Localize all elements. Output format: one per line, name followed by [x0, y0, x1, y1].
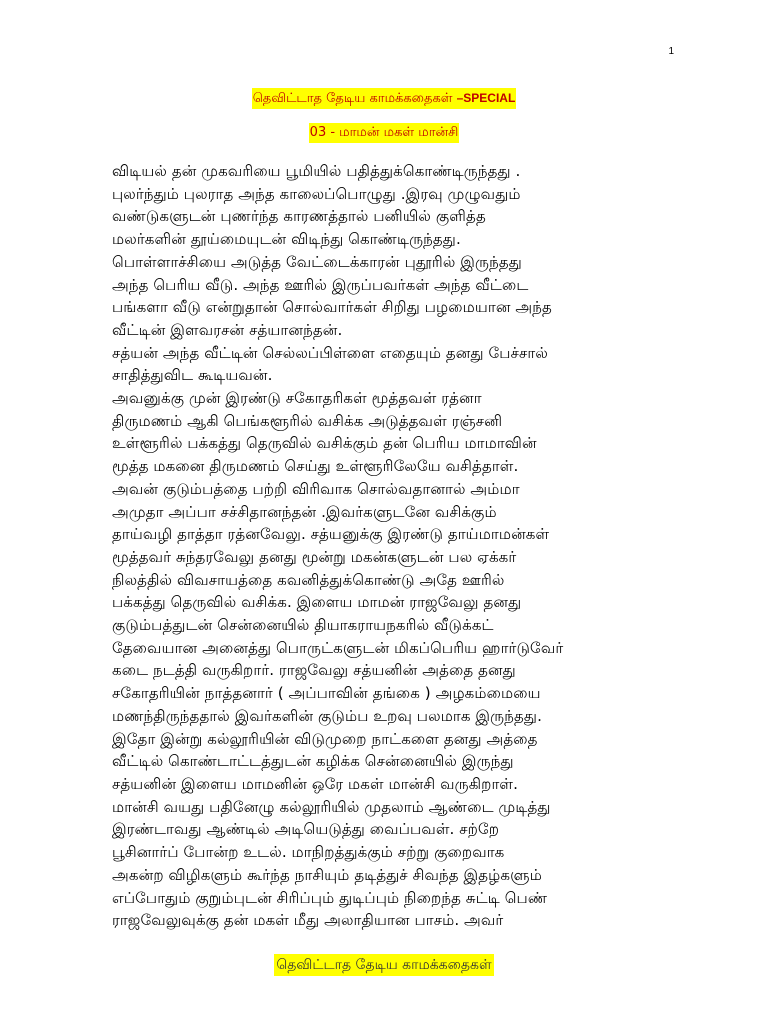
body-line: இரண்டாவது ஆண்டில் அடியெடுத்து வைப்பவள். சற்றே	[112, 820, 500, 839]
body-line: இதோ இன்று கல்லூரியின் விடுமுறை நாட்களை தனது அத்தை	[112, 729, 538, 748]
body-line: மூத்தவர் சுந்தரவேலு தனது மூன்று மகன்களுடன் பல ஏக்கர்	[112, 547, 517, 566]
body-line: எப்போதும் குறும்புடன் சிரிப்பும் துடிப்பும் நிறைந்த சுட்டி பெண்	[112, 888, 548, 907]
document-title	[0, 88, 768, 109]
body-line: பங்களா வீடு என்றுதான் சொல்வார்கள் சிறிது பழமையான அந்த	[112, 298, 552, 317]
body-line: மணந்திருந்ததால் இவர்களின் குடும்ப உறவு பலமாக இருந்தது.	[112, 706, 542, 725]
body-line: பக்கத்து தெருவில் வசிக்க. இளைய மாமன் ராஜவேலு தனது	[112, 593, 522, 612]
body-line: அகன்ற விழிகளும் கூர்ந்த நாசியும் தடித்துச் சிவந்த இதழ்களும்	[112, 865, 542, 884]
body-line: சாதித்துவிட கூடியவன்.	[112, 366, 273, 385]
body-line: அவனுக்கு முன் இரண்டு சகோதரிகள் மூத்தவள் ரத்னா	[112, 389, 482, 408]
body-line: ராஜவேலுவுக்கு தன் மகள் மீது அலாதியான பாசம். அவர்	[112, 911, 504, 930]
body-line: சகோதரியின் நாத்தனார் ( அப்பாவின் தங்கை ) அழகம்மையை	[112, 684, 541, 703]
body-line: விடியல் தன் முகவரியை பூமியில் பதித்துக்கொண்டிருந்தது .	[112, 162, 521, 180]
body-line: திருமணம் ஆகி பெங்களூரில் வசிக்க அடுத்தவள் ரஞ்சனி	[112, 411, 503, 430]
body-line: நிலத்தில் விவசாயத்தை கவனித்துக்கொண்டு அதே ஊரில்	[112, 570, 505, 589]
body-line: பூசினார்ப் போன்ற உடல். மாநிறத்துக்கும் சற்று குறைவாக	[112, 843, 505, 862]
body-line: அமுதா அப்பா சச்சிதானந்தன் .இவர்களுடனே வசிக்கும்	[112, 502, 497, 521]
body-line: உள்ளூரில் பக்கத்து தெருவில் வசிக்கும் தன் பெரிய மாமாவின்	[112, 434, 537, 453]
body-line: தேவையான அனைத்து பொருட்களுடன் மிகப்பெரிய ஹார்டுவேர்	[112, 638, 564, 657]
body-line: மலர்களின் தூய்மையுடன் விடிந்து கொண்டிருந்தது.	[112, 230, 461, 249]
body-line: அவன் குடும்பத்தை பற்றி விரிவாக சொல்வதானால் அம்மா	[112, 479, 520, 498]
body-line: மூத்த மகனை திருமணம் செய்து உள்ளூரிலேயே வசித்தாள்.	[112, 457, 519, 476]
body-line: தாய்வழி தாத்தா ரத்னவேலு. சத்யனுக்கு இரண்டு தாய்மாமன்கள்	[112, 525, 550, 544]
body-line: பொள்ளாச்சியை அடுத்த வேட்டைக்காரன் புதூரில் இருந்தது	[112, 252, 522, 271]
page-footer	[0, 954, 768, 976]
body-line: குடும்பத்துடன் சென்னையில் தியாகராயநகரில் வீடுக்கட்	[112, 616, 494, 635]
body-line: அந்த பெரிய வீடு. அந்த ஊரில் இருப்பவர்கள் அந்த வீட்டை	[112, 275, 529, 294]
title-tamil: தெவிட்டாத தேடிய காமக்கதைகள்	[252, 91, 457, 106]
body-line: புலர்ந்தும் புலராத அந்த காலைப்பொழுது .இரவு முழுவதும்	[112, 184, 521, 203]
footer-text: தெவிட்டாத தேடிய காமக்கதைகள்	[274, 954, 493, 976]
body-line: சத்யனின் இளைய மாமனின் ஒரே மகள் மான்சி வருகிறாள்.	[112, 774, 518, 793]
body-line: மான்சி வயது பதினேழு கல்லூரியில் முதலாம் ஆண்டை முடித்து	[112, 797, 551, 816]
body-line: கடை நடத்தி வருகிறார். ராஜவேலு சத்யனின் அத்தை தனது	[112, 661, 516, 680]
subtitle-highlight: 03 - மாமன் மகள் மான்சி	[309, 123, 460, 143]
body-line: வீட்டின் இளவரசன் சத்யானந்தன்.	[112, 320, 343, 339]
body-line: வண்டுகளுடன் புணர்ந்த காரணத்தால் பனியில் குளித்த	[112, 207, 486, 226]
body-line: வீட்டில் கொண்டாட்டத்துடன் கழிக்க சென்னையில் இருந்து	[112, 752, 514, 771]
document-subtitle	[0, 123, 768, 143]
title-highlight	[252, 88, 517, 109]
title-special: –SPECIAL	[456, 91, 516, 105]
body-line: சத்யன் அந்த வீட்டின் செல்லப்பிள்ளை எதையும் தனது பேச்சால்	[112, 343, 548, 362]
document-header	[0, 88, 768, 143]
page-number: 1	[668, 46, 674, 57]
story-body	[112, 160, 672, 932]
